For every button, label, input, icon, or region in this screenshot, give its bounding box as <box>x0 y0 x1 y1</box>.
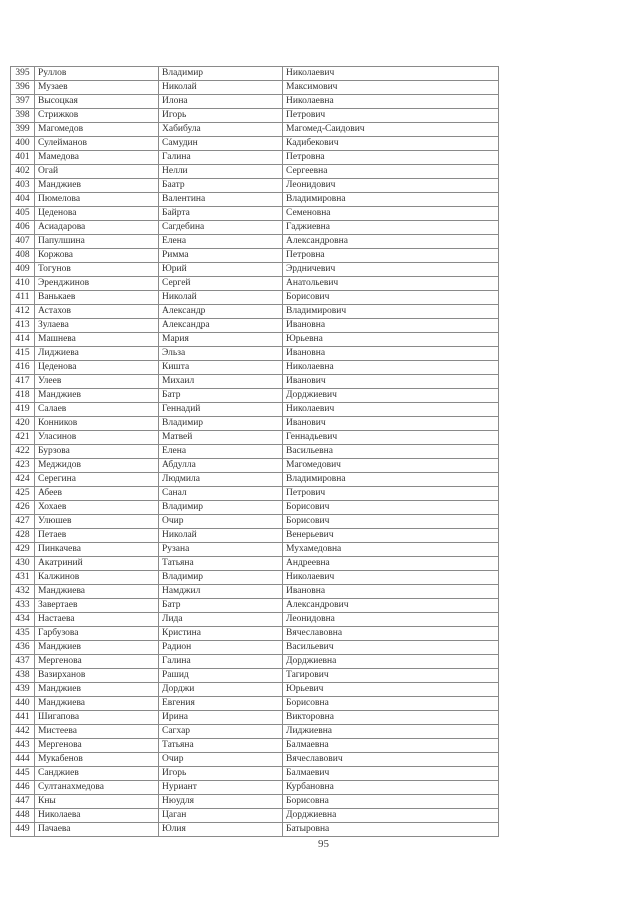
surname-cell: Манджиева <box>35 697 159 711</box>
surname-cell: Уласинов <box>35 431 159 445</box>
row-number: 422 <box>11 445 35 459</box>
surname-cell: Улеев <box>35 375 159 389</box>
first-name-cell: Хабибула <box>159 123 283 137</box>
first-name-cell: Татьяна <box>159 739 283 753</box>
patronymic-cell: Владимировна <box>283 193 499 207</box>
table-row <box>11 67 499 81</box>
table-row <box>11 641 499 655</box>
surname-cell: Мамедова <box>35 151 159 165</box>
table-row <box>11 473 499 487</box>
row-number: 449 <box>11 823 35 837</box>
patronymic-cell: Борисович <box>283 501 499 515</box>
patronymic-cell: Дорджиевна <box>283 655 499 669</box>
surname-cell: Мукабенов <box>35 753 159 767</box>
row-number: 427 <box>11 515 35 529</box>
surname-cell: Улюшев <box>35 515 159 529</box>
first-name-cell: Нелли <box>159 165 283 179</box>
patronymic-cell: Леонидовна <box>283 613 499 627</box>
first-name-cell: Татьяна <box>159 557 283 571</box>
table-row <box>11 319 499 333</box>
table-row <box>11 725 499 739</box>
row-number: 443 <box>11 739 35 753</box>
table-row <box>11 683 499 697</box>
row-number: 406 <box>11 221 35 235</box>
table-row <box>11 263 499 277</box>
table-row <box>11 333 499 347</box>
patronymic-cell: Николаевич <box>283 571 499 585</box>
row-number: 448 <box>11 809 35 823</box>
patronymic-cell: Гаджиевна <box>283 221 499 235</box>
row-number: 397 <box>11 95 35 109</box>
patronymic-cell: Николаевич <box>283 67 499 81</box>
row-number: 436 <box>11 641 35 655</box>
table-row <box>11 781 499 795</box>
table-row <box>11 753 499 767</box>
row-number: 426 <box>11 501 35 515</box>
patronymic-cell: Владимировна <box>283 473 499 487</box>
surname-cell: Цеденова <box>35 207 159 221</box>
patronymic-cell: Васильевна <box>283 445 499 459</box>
first-name-cell: Владимир <box>159 417 283 431</box>
first-name-cell: Байрта <box>159 207 283 221</box>
row-number: 416 <box>11 361 35 375</box>
surname-cell: Манджиев <box>35 389 159 403</box>
row-number: 441 <box>11 711 35 725</box>
surname-cell: Конников <box>35 417 159 431</box>
table-row <box>11 305 499 319</box>
first-name-cell: Николай <box>159 81 283 95</box>
first-name-cell: Сергей <box>159 277 283 291</box>
row-number: 401 <box>11 151 35 165</box>
row-number: 411 <box>11 291 35 305</box>
first-name-cell: Матвей <box>159 431 283 445</box>
table-row <box>11 235 499 249</box>
row-number: 396 <box>11 81 35 95</box>
table-row <box>11 515 499 529</box>
surname-cell: Петаев <box>35 529 159 543</box>
surname-cell: Пюмелова <box>35 193 159 207</box>
table-row <box>11 711 499 725</box>
first-name-cell: Елена <box>159 235 283 249</box>
table-row <box>11 193 499 207</box>
first-name-cell: Илона <box>159 95 283 109</box>
table-row <box>11 123 499 137</box>
first-name-cell: Михаил <box>159 375 283 389</box>
first-name-cell: Сагдебина <box>159 221 283 235</box>
table-row <box>11 361 499 375</box>
table-row <box>11 557 499 571</box>
row-number: 413 <box>11 319 35 333</box>
table-row <box>11 613 499 627</box>
first-name-cell: Батр <box>159 389 283 403</box>
first-name-cell: Очир <box>159 753 283 767</box>
table-row <box>11 599 499 613</box>
table-row <box>11 95 499 109</box>
surname-cell: Калжинов <box>35 571 159 585</box>
patronymic-cell: Борисовна <box>283 795 499 809</box>
row-number: 405 <box>11 207 35 221</box>
surname-cell: Меджидов <box>35 459 159 473</box>
table-row <box>11 221 499 235</box>
patronymic-cell: Владимирович <box>283 305 499 319</box>
patronymic-cell: Николаевич <box>283 403 499 417</box>
patronymic-cell: Ивановна <box>283 585 499 599</box>
table-row <box>11 431 499 445</box>
surname-cell: Султанахмедова <box>35 781 159 795</box>
first-name-cell: Ирина <box>159 711 283 725</box>
first-name-cell: Елена <box>159 445 283 459</box>
first-name-cell: Геннадий <box>159 403 283 417</box>
table-row <box>11 207 499 221</box>
first-name-cell: Очир <box>159 515 283 529</box>
first-name-cell: Игорь <box>159 109 283 123</box>
name-list-body <box>11 67 499 837</box>
row-number: 400 <box>11 137 35 151</box>
row-number: 430 <box>11 557 35 571</box>
first-name-cell: Людмила <box>159 473 283 487</box>
row-number: 444 <box>11 753 35 767</box>
row-number: 437 <box>11 655 35 669</box>
row-number: 404 <box>11 193 35 207</box>
row-number: 440 <box>11 697 35 711</box>
row-number: 418 <box>11 389 35 403</box>
surname-cell: Папулшина <box>35 235 159 249</box>
row-number: 425 <box>11 487 35 501</box>
patronymic-cell: Петровна <box>283 249 499 263</box>
patronymic-cell: Александрович <box>283 599 499 613</box>
row-number: 429 <box>11 543 35 557</box>
surname-cell: Мергенова <box>35 739 159 753</box>
first-name-cell: Радион <box>159 641 283 655</box>
row-number: 421 <box>11 431 35 445</box>
table-row <box>11 249 499 263</box>
name-list-table <box>10 66 499 837</box>
first-name-cell: Батр <box>159 599 283 613</box>
row-number: 419 <box>11 403 35 417</box>
table-row <box>11 627 499 641</box>
surname-cell: Манджиев <box>35 179 159 193</box>
row-number: 423 <box>11 459 35 473</box>
patronymic-cell: Батыровна <box>283 823 499 837</box>
first-name-cell: Дорджи <box>159 683 283 697</box>
first-name-cell: Игорь <box>159 767 283 781</box>
row-number: 414 <box>11 333 35 347</box>
first-name-cell: Сагхар <box>159 725 283 739</box>
patronymic-cell: Вячеславович <box>283 753 499 767</box>
patronymic-cell: Петрович <box>283 109 499 123</box>
table-row <box>11 571 499 585</box>
table-row <box>11 795 499 809</box>
first-name-cell: Санал <box>159 487 283 501</box>
patronymic-cell: Вячеславовна <box>283 627 499 641</box>
patronymic-cell: Тагирович <box>283 669 499 683</box>
table-row <box>11 179 499 193</box>
surname-cell: Шигапова <box>35 711 159 725</box>
surname-cell: Серегина <box>35 473 159 487</box>
row-number: 410 <box>11 277 35 291</box>
row-number: 408 <box>11 249 35 263</box>
surname-cell: Бурзова <box>35 445 159 459</box>
first-name-cell: Владимир <box>159 501 283 515</box>
first-name-cell: Александр <box>159 305 283 319</box>
row-number: 407 <box>11 235 35 249</box>
patronymic-cell: Николаевна <box>283 361 499 375</box>
table-row <box>11 403 499 417</box>
first-name-cell: Кишта <box>159 361 283 375</box>
row-number: 439 <box>11 683 35 697</box>
patronymic-cell: Борисовна <box>283 697 499 711</box>
row-number: 446 <box>11 781 35 795</box>
table-row <box>11 417 499 431</box>
surname-cell: Лиджиева <box>35 347 159 361</box>
table-row <box>11 501 499 515</box>
table-row <box>11 487 499 501</box>
patronymic-cell: Дорджиевич <box>283 389 499 403</box>
patronymic-cell: Борисович <box>283 291 499 305</box>
table-row <box>11 291 499 305</box>
patronymic-cell: Лиджиевна <box>283 725 499 739</box>
surname-cell: Манджиев <box>35 683 159 697</box>
first-name-cell: Самудин <box>159 137 283 151</box>
first-name-cell: Нуриант <box>159 781 283 795</box>
first-name-cell: Евгения <box>159 697 283 711</box>
patronymic-cell: Васильевич <box>283 641 499 655</box>
patronymic-cell: Иванович <box>283 375 499 389</box>
row-number: 409 <box>11 263 35 277</box>
row-number: 435 <box>11 627 35 641</box>
table-row <box>11 823 499 837</box>
surname-cell: Акатриний <box>35 557 159 571</box>
row-number: 399 <box>11 123 35 137</box>
first-name-cell: Эльза <box>159 347 283 361</box>
surname-cell: Пинкачева <box>35 543 159 557</box>
first-name-cell: Александра <box>159 319 283 333</box>
surname-cell: Коржова <box>35 249 159 263</box>
patronymic-cell: Ивановна <box>283 347 499 361</box>
surname-cell: Завертаев <box>35 599 159 613</box>
patronymic-cell: Петровна <box>283 151 499 165</box>
patronymic-cell: Балмаевич <box>283 767 499 781</box>
patronymic-cell: Александровна <box>283 235 499 249</box>
surname-cell: Санджиев <box>35 767 159 781</box>
first-name-cell: Мария <box>159 333 283 347</box>
row-number: 438 <box>11 669 35 683</box>
row-number: 415 <box>11 347 35 361</box>
surname-cell: Манджиева <box>35 585 159 599</box>
surname-cell: Гарбузова <box>35 627 159 641</box>
surname-cell: Манджиев <box>35 641 159 655</box>
surname-cell: Кны <box>35 795 159 809</box>
row-number: 447 <box>11 795 35 809</box>
row-number: 428 <box>11 529 35 543</box>
row-number: 403 <box>11 179 35 193</box>
first-name-cell: Баатр <box>159 179 283 193</box>
patronymic-cell: Магомедович <box>283 459 499 473</box>
patronymic-cell: Геннадьевич <box>283 431 499 445</box>
surname-cell: Хохаев <box>35 501 159 515</box>
patronymic-cell: Сергеевна <box>283 165 499 179</box>
patronymic-cell: Юрьевич <box>283 683 499 697</box>
patronymic-cell: Семеновна <box>283 207 499 221</box>
surname-cell: Ванькаев <box>35 291 159 305</box>
first-name-cell: Николай <box>159 291 283 305</box>
first-name-cell: Кристина <box>159 627 283 641</box>
first-name-cell: Владимир <box>159 67 283 81</box>
surname-cell: Мергенова <box>35 655 159 669</box>
patronymic-cell: Венерьевич <box>283 529 499 543</box>
table-row <box>11 81 499 95</box>
table-row <box>11 739 499 753</box>
table-row <box>11 543 499 557</box>
first-name-cell: Лида <box>159 613 283 627</box>
surname-cell: Мистеева <box>35 725 159 739</box>
surname-cell: Сулейманов <box>35 137 159 151</box>
first-name-cell: Николай <box>159 529 283 543</box>
patronymic-cell: Андреевна <box>283 557 499 571</box>
patronymic-cell: Ивановна <box>283 319 499 333</box>
row-number: 395 <box>11 67 35 81</box>
surname-cell: Вазирханов <box>35 669 159 683</box>
table-row <box>11 389 499 403</box>
first-name-cell: Римма <box>159 249 283 263</box>
patronymic-cell: Анатольевич <box>283 277 499 291</box>
row-number: 417 <box>11 375 35 389</box>
row-number: 402 <box>11 165 35 179</box>
page-number: 95 <box>318 838 329 850</box>
row-number: 431 <box>11 571 35 585</box>
table-row <box>11 529 499 543</box>
table-row <box>11 277 499 291</box>
patronymic-cell: Викторовна <box>283 711 499 725</box>
first-name-cell: Владимир <box>159 571 283 585</box>
first-name-cell: Юрий <box>159 263 283 277</box>
row-number: 420 <box>11 417 35 431</box>
surname-cell: Астахов <box>35 305 159 319</box>
first-name-cell: Намджил <box>159 585 283 599</box>
table-row <box>11 347 499 361</box>
row-number: 445 <box>11 767 35 781</box>
surname-cell: Абеев <box>35 487 159 501</box>
row-number: 433 <box>11 599 35 613</box>
surname-cell: Цеденова <box>35 361 159 375</box>
first-name-cell: Рашид <box>159 669 283 683</box>
first-name-cell: Юлия <box>159 823 283 837</box>
patronymic-cell: Борисович <box>283 515 499 529</box>
row-number: 432 <box>11 585 35 599</box>
patronymic-cell: Николаевна <box>283 95 499 109</box>
patronymic-cell: Магомед-Саидович <box>283 123 499 137</box>
first-name-cell: Галина <box>159 151 283 165</box>
surname-cell: Пачаева <box>35 823 159 837</box>
first-name-cell: Рузана <box>159 543 283 557</box>
surname-cell: Стрижков <box>35 109 159 123</box>
table-row <box>11 585 499 599</box>
first-name-cell: Нюудля <box>159 795 283 809</box>
surname-cell: Эренджинов <box>35 277 159 291</box>
first-name-cell: Цаган <box>159 809 283 823</box>
table-row <box>11 809 499 823</box>
table-row <box>11 151 499 165</box>
first-name-cell: Абдулла <box>159 459 283 473</box>
patronymic-cell: Иванович <box>283 417 499 431</box>
table-row <box>11 697 499 711</box>
patronymic-cell: Балмаевна <box>283 739 499 753</box>
surname-cell: Высоцкая <box>35 95 159 109</box>
table-row <box>11 655 499 669</box>
row-number: 442 <box>11 725 35 739</box>
row-number: 398 <box>11 109 35 123</box>
table-row <box>11 109 499 123</box>
table-row <box>11 767 499 781</box>
surname-cell: Тогунов <box>35 263 159 277</box>
patronymic-cell: Юрьевна <box>283 333 499 347</box>
surname-cell: Николаева <box>35 809 159 823</box>
table-row <box>11 459 499 473</box>
row-number: 434 <box>11 613 35 627</box>
surname-cell: Огай <box>35 165 159 179</box>
surname-cell: Машнева <box>35 333 159 347</box>
patronymic-cell: Петрович <box>283 487 499 501</box>
surname-cell: Салаев <box>35 403 159 417</box>
patronymic-cell: Дорджиевна <box>283 809 499 823</box>
row-number: 424 <box>11 473 35 487</box>
patronymic-cell: Леонидович <box>283 179 499 193</box>
surname-cell: Руллов <box>35 67 159 81</box>
table-row <box>11 669 499 683</box>
first-name-cell: Галина <box>159 655 283 669</box>
surname-cell: Асиадарова <box>35 221 159 235</box>
row-number: 412 <box>11 305 35 319</box>
table-row <box>11 137 499 151</box>
patronymic-cell: Мухамедовна <box>283 543 499 557</box>
surname-cell: Магомедов <box>35 123 159 137</box>
first-name-cell: Валентина <box>159 193 283 207</box>
patronymic-cell: Кадибекович <box>283 137 499 151</box>
surname-cell: Музаев <box>35 81 159 95</box>
surname-cell: Зулаева <box>35 319 159 333</box>
patronymic-cell: Максимович <box>283 81 499 95</box>
patronymic-cell: Эрдничевич <box>283 263 499 277</box>
table-row <box>11 165 499 179</box>
table-row <box>11 375 499 389</box>
table-row <box>11 445 499 459</box>
surname-cell: Настаева <box>35 613 159 627</box>
patronymic-cell: Курбановна <box>283 781 499 795</box>
